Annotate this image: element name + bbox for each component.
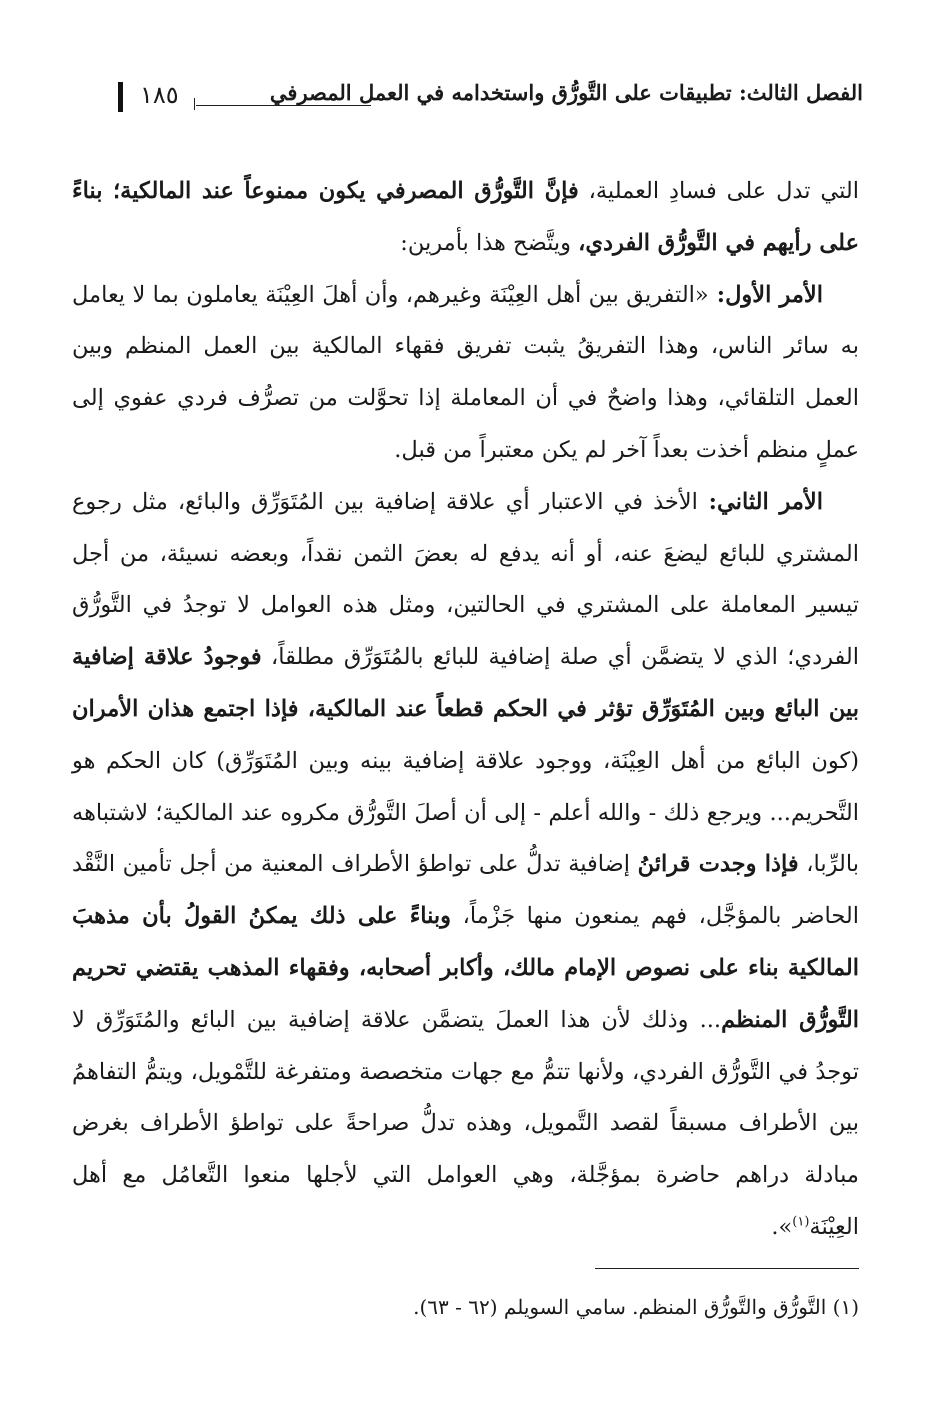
second-matter-label: الأمر الثاني:: [697, 488, 824, 515]
second-matter-text-c: إضافية تدلُّ على تواطؤ الأطراف المعنية من أجل تأمين النَّقْد الحاضر بالمؤجَّل، فهم يمنعون منها جَزْماً،: [72, 851, 859, 930]
second-matter-text-d: ... وذلك لأن هذا العملَ يتضمَّن علاقة إضافية بين البائع والمُتَوَرِّق لا توجدُ في التَّورُّق الفردي، ولأنها تتمُّ مع جهات متخصصة ومتفرغة للتَّمْويل، ويتمُّ التفاهمُ بين الأطراف مسبقاً لقصد التَّمويل، وهذه تدلُّ صراحةً على تواطؤ الأطراف بغرض مبادلة دراهم حاضرة بمؤجَّلة، وهي العوامل التي لأجلها منعوا التَّعامُل مع أهل العِيْنَة: [72, 1006, 859, 1240]
running-title: الفصل الثالث: تطبيقات على التَّورُّق واستخدامه في العمل المصرفي: [269, 80, 863, 105]
header-rule-tick: [194, 98, 195, 110]
first-matter-text: «التفريق بين أهل العِيْنَة وغيرهم، وأن أهلَ العِيْنَة يعاملون بما لا يعامل به سائر الناس، وهذا التفريقُ يثبت تفريق فقهاء المالكية بين العمل المنظم وبين العمل التلقائي، وهذا واضحٌ في أن المعاملة إذا تحوَّلت من تصرُّف فردي عفوي إلى عملٍ منظم أخذت بعداً آخر لم يكن معتبراً من قبل.: [72, 281, 859, 463]
second-matter-end: ».: [771, 1213, 793, 1240]
header-rule: [196, 105, 371, 106]
second-matter-bold-b: فإذا وجدت قرائنُ: [637, 851, 799, 878]
second-matter-bold-c: وبناءً على ذلك يمكنُ القولُ بأن مذهبَ المالكية بناء على نصوص الإمام مالك، وأكابر أصحابه، وفقهاء المذهب يقتضي تحريم التَّورُّق المنظم: [72, 903, 860, 1033]
intro-tail-text: ويتَّضح هذا بأمرين:: [400, 229, 579, 256]
paragraph-second-matter: [72, 477, 859, 1254]
page-header: [118, 78, 863, 118]
footnote-separator: [595, 1268, 859, 1269]
intro-bold-text: فإنَّ التَّورُّق المصرفي يكون ممنوعاً عند المالكية؛ بناءً على رأيهم في التَّورُّق الفردي،: [72, 178, 859, 256]
second-matter-bold-a: فوجودُ علاقة إضافية بين البائع وبين المُتَوَرِّق تؤثر في الحكم قطعاً عند المالكية، فإذا اجتمع هذان الأمران: [72, 644, 859, 722]
page-number: ١٨٥: [140, 81, 179, 109]
main-text: [72, 166, 859, 1254]
paragraph-intro: [72, 166, 859, 270]
intro-text: التي تدل على فسادِ العملية،: [578, 178, 860, 204]
footnote-marker[interactable]: (١): [792, 1214, 810, 1230]
page-number-bar: [118, 82, 123, 112]
second-matter-text-a: الأخذ في الاعتبار أي علاقة إضافية بين المُتَوَرِّق والبائع، مثل رجوع المشتري للبائع ليضعَ عنه، أو أنه يدفع له بعضَ الثمن نقداً، وبعضه نسيئة، من أجل تيسير المعاملة على المشتري في الحالتين، ومثل هذه العوامل لا توجدُ في التَّورُّق الفردي؛ الذي لا يتضمَّن أي صلة إضافية للبائع بالمُتَوَرِّق مطلقاً،: [72, 488, 859, 671]
paragraph-first-matter: [72, 270, 859, 477]
footnote: (١) التَّورُّق والتَّورُّق المنظم. سامي السويلم (٦٢ - ٦٣).: [413, 1295, 859, 1319]
first-matter-label: الأمر الأول:: [708, 281, 823, 308]
second-matter-text-b: (كون البائع من أهل العِيْنَة، ووجود علاقة إضافية بينه وبين المُتَوَرِّق) كان الحكم هو التَّحريم... ويرجع ذلك - والله أعلم - إلى أن أصلَ التَّورُّق مكروه عند المالكية؛ لاشتباهه بالرِّبا،: [72, 747, 859, 878]
